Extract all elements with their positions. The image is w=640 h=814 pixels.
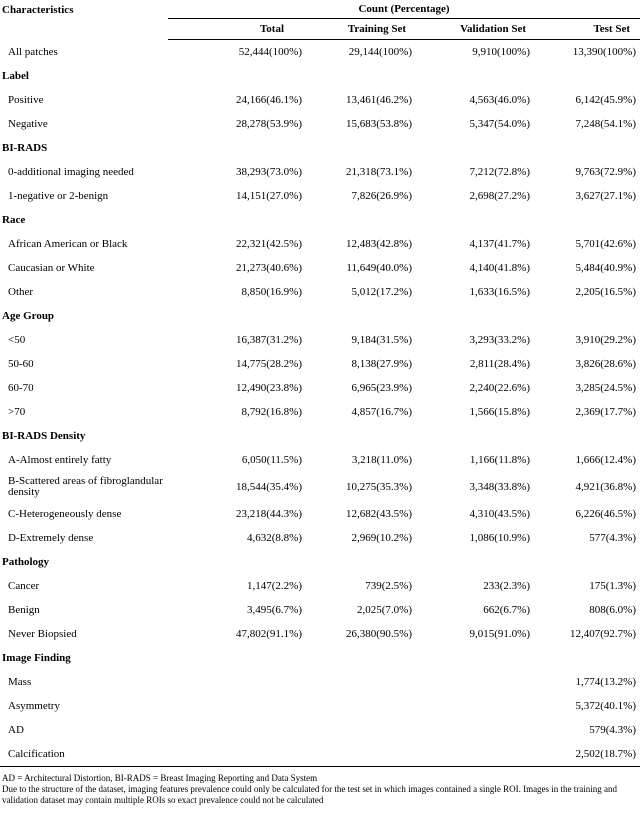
cell-training: 10,275(35.3%) xyxy=(346,480,412,493)
table-row xyxy=(0,280,640,304)
table-row xyxy=(0,88,640,112)
cell-validation xyxy=(416,742,534,767)
table-row xyxy=(0,694,640,718)
cell-test: 3,826(28.6%) xyxy=(575,358,637,370)
section-row xyxy=(0,208,640,232)
section-row xyxy=(0,136,640,160)
row-label: 1-negative or 2-benign xyxy=(8,190,109,202)
cell-validation: 4,140(41.8%) xyxy=(469,262,530,274)
row-label: 0-additional imaging needed xyxy=(8,166,134,178)
section-title: BI-RADS xyxy=(2,142,48,154)
cell-validation: 1,086(10.9%) xyxy=(469,532,530,544)
cell-test: 4,921(36.8%) xyxy=(575,480,637,493)
col-header-validation: Validation Set xyxy=(416,19,534,40)
row-label: All patches xyxy=(8,45,58,58)
cell-validation: 662(6.7%) xyxy=(483,604,530,616)
cell-total: 1,147(2.2%) xyxy=(247,580,302,592)
table-row xyxy=(0,40,640,65)
table-footnotes xyxy=(0,767,640,806)
cell-total: 12,490(23.8%) xyxy=(236,382,302,394)
cell-training: 5,012(17.2%) xyxy=(351,286,412,298)
table-row xyxy=(0,502,640,526)
col-header-test: Test Set xyxy=(534,19,640,40)
row-label: Cancer xyxy=(8,580,40,592)
cell-test: 2,502(18.7%) xyxy=(534,742,640,767)
cell-total xyxy=(168,694,306,718)
row-label: Benign xyxy=(8,604,40,616)
cell-validation xyxy=(416,670,534,694)
row-label: Negative xyxy=(8,118,48,130)
cell-validation: 2,240(22.6%) xyxy=(469,382,530,394)
cell-validation: 7,212(72.8%) xyxy=(469,166,530,178)
table-row xyxy=(0,112,640,136)
table-row xyxy=(0,184,640,208)
table-row xyxy=(0,622,640,646)
section-title: Label xyxy=(2,70,29,82)
table-row xyxy=(0,328,640,352)
cell-total: 6,050(11.5%) xyxy=(241,454,302,466)
table-row xyxy=(0,352,640,376)
cell-test: 1,774(13.2%) xyxy=(575,676,637,688)
row-label: Caucasian or White xyxy=(8,262,95,274)
row-label: African American or Black xyxy=(8,238,128,250)
cell-validation: 2,698(27.2%) xyxy=(469,190,530,202)
cell-training: 12,682(43.5%) xyxy=(346,508,412,520)
cell-training: 4,857(16.7%) xyxy=(351,406,412,418)
cell-training: 2,969(10.2%) xyxy=(351,532,412,544)
cell-test: 808(6.0%) xyxy=(589,604,637,616)
table-row xyxy=(0,160,640,184)
row-label: 50-60 xyxy=(8,358,34,370)
cell-training: 15,683(53.8%) xyxy=(346,118,412,130)
cell-training: 3,218(11.0%) xyxy=(351,454,412,466)
cell-validation: 4,563(46.0%) xyxy=(469,94,530,106)
cell-training: 2,025(7.0%) xyxy=(357,604,412,616)
cell-validation: 4,310(43.5%) xyxy=(469,508,530,520)
row-label: B-Scattered areas of fibroglandular density xyxy=(8,475,163,498)
cell-training xyxy=(306,670,416,694)
table-row xyxy=(0,472,640,502)
cell-test: 5,372(40.1%) xyxy=(575,700,637,712)
cell-total: 16,387(31.2%) xyxy=(236,334,302,346)
col-header-total: Total xyxy=(168,19,306,40)
characteristics-header: Characteristics xyxy=(2,4,74,16)
cell-validation: 5,347(54.0%) xyxy=(469,118,530,130)
cell-test: 579(4.3%) xyxy=(589,724,637,736)
row-label: C-Heterogeneously dense xyxy=(8,508,122,520)
section-title: Age Group xyxy=(2,310,55,322)
row-label: Mass xyxy=(8,676,32,688)
header-row-group xyxy=(0,0,640,19)
cell-training: 9,184(31.5%) xyxy=(351,334,412,346)
cell-training: 739(2.5%) xyxy=(365,580,412,592)
cell-test: 13,390(100%) xyxy=(572,46,637,58)
row-label: Asymmetry xyxy=(8,700,60,712)
cell-test: 2,369(17.7%) xyxy=(575,406,637,418)
cell-total: 14,151(27.0%) xyxy=(236,190,302,202)
table-row xyxy=(0,718,640,742)
table-body xyxy=(0,40,640,767)
footnote-abbreviations: AD = Architectural Distortion, BI-RADS = Breast Imaging Reporting and Data System xyxy=(2,773,318,783)
row-label: Calcification xyxy=(0,742,168,767)
cell-validation: 1,566(15.8%) xyxy=(469,406,530,418)
cell-test: 577(4.3%) xyxy=(589,532,637,544)
cell-test: 5,701(42.6%) xyxy=(575,238,637,250)
cell-total: 4,632(8.8%) xyxy=(247,532,302,544)
cell-validation: 9,015(91.0%) xyxy=(469,628,530,640)
cell-validation: 4,137(41.7%) xyxy=(469,238,530,250)
cell-training: 12,483(42.8%) xyxy=(346,238,412,250)
row-label: D-Extremely dense xyxy=(8,532,94,544)
cell-total xyxy=(168,718,306,742)
cell-test: 6,142(45.9%) xyxy=(575,94,637,106)
cell-total: 24,166(46.1%) xyxy=(236,94,302,106)
cell-test: 7,248(54.1%) xyxy=(575,118,637,130)
cell-total: 38,293(73.0%) xyxy=(236,166,302,178)
cell-test: 1,666(12.4%) xyxy=(575,454,637,466)
section-row xyxy=(0,424,640,448)
cell-training: 8,138(27.9%) xyxy=(351,358,412,370)
row-label: AD xyxy=(8,724,24,736)
cell-training: 6,965(23.9%) xyxy=(351,382,412,394)
table-row xyxy=(0,670,640,694)
cell-training: 11,649(40.0%) xyxy=(346,262,412,274)
row-label: <50 xyxy=(8,334,26,346)
row-label: Positive xyxy=(8,94,44,106)
table-row xyxy=(0,742,640,767)
table-row xyxy=(0,526,640,550)
table-row xyxy=(0,574,640,598)
cell-total: 23,218(44.3%) xyxy=(236,508,302,520)
cell-total: 18,544(35.4%) xyxy=(236,480,302,493)
cell-training: 29,144(100%) xyxy=(348,46,412,58)
cell-test: 6,226(46.5%) xyxy=(575,508,637,520)
table-row xyxy=(0,400,640,424)
cell-validation: 3,348(33.8%) xyxy=(469,480,530,493)
cell-validation xyxy=(416,694,534,718)
count-percentage-header: Count (Percentage) xyxy=(168,0,640,19)
footnote-note: Due to the structure of the dataset, imaging features prevalence could only be calculated for the test set in which images contained a single ROI. Images in the training and validation dataset may contain multiple ROIs so exact prevalence could not be calculated xyxy=(2,784,618,805)
section-title: Pathology xyxy=(2,556,50,568)
section-row xyxy=(0,64,640,88)
table-row xyxy=(0,598,640,622)
cell-total: 47,802(91.1%) xyxy=(236,628,302,640)
row-label: Other xyxy=(8,286,34,298)
col-header-training: Training Set xyxy=(306,19,416,40)
cell-training xyxy=(306,742,416,767)
cell-training: 26,380(90.5%) xyxy=(346,628,412,640)
table-row xyxy=(0,256,640,280)
section-title: BI-RADS Density xyxy=(2,430,86,442)
cell-total: 8,792(16.8%) xyxy=(241,406,302,418)
cell-training xyxy=(306,718,416,742)
cell-total: 21,273(40.6%) xyxy=(236,262,302,274)
cell-test: 3,285(24.5%) xyxy=(575,382,637,394)
cell-test: 175(1.3%) xyxy=(589,580,637,592)
table-row xyxy=(0,232,640,256)
cell-test: 9,763(72.9%) xyxy=(575,166,637,178)
cell-test: 2,205(16.5%) xyxy=(575,286,637,298)
cell-total: 8,850(16.9%) xyxy=(241,286,302,298)
cell-validation: 1,166(11.8%) xyxy=(469,454,530,466)
cell-total xyxy=(168,742,306,767)
section-row xyxy=(0,550,640,574)
cell-training xyxy=(306,694,416,718)
cell-training: 7,826(26.9%) xyxy=(351,190,412,202)
section-title: Race xyxy=(2,214,26,226)
row-label: A-Almost entirely fatty xyxy=(8,454,112,466)
cell-total: 14,775(28.2%) xyxy=(236,358,302,370)
cell-total: 3,495(6.7%) xyxy=(247,604,302,616)
cell-total xyxy=(168,670,306,694)
cell-total: 52,444(100%) xyxy=(238,46,302,58)
cell-validation xyxy=(416,718,534,742)
section-row xyxy=(0,646,640,670)
cell-validation: 1,633(16.5%) xyxy=(469,286,530,298)
cell-test: 12,407(92.7%) xyxy=(570,628,637,640)
section-title: Image Finding xyxy=(2,652,71,664)
row-label: >70 xyxy=(8,406,26,418)
cell-test: 5,484(40.9%) xyxy=(575,262,637,274)
row-label: Never Biopsied xyxy=(8,628,77,640)
cell-total: 22,321(42.5%) xyxy=(236,238,302,250)
cell-test: 3,627(27.1%) xyxy=(575,190,637,202)
cell-total: 28,278(53.9%) xyxy=(236,118,302,130)
cell-training: 13,461(46.2%) xyxy=(346,94,412,106)
row-label: 60-70 xyxy=(8,382,34,394)
cell-validation: 3,293(33.2%) xyxy=(469,334,530,346)
table-row xyxy=(0,448,640,472)
cell-training: 21,318(73.1%) xyxy=(346,166,412,178)
section-row xyxy=(0,304,640,328)
cell-validation: 2,811(28.4%) xyxy=(469,358,530,370)
cell-validation: 233(2.3%) xyxy=(483,580,530,592)
cell-validation: 9,910(100%) xyxy=(472,46,530,58)
cell-test: 3,910(29.2%) xyxy=(575,334,637,346)
table-row xyxy=(0,376,640,400)
